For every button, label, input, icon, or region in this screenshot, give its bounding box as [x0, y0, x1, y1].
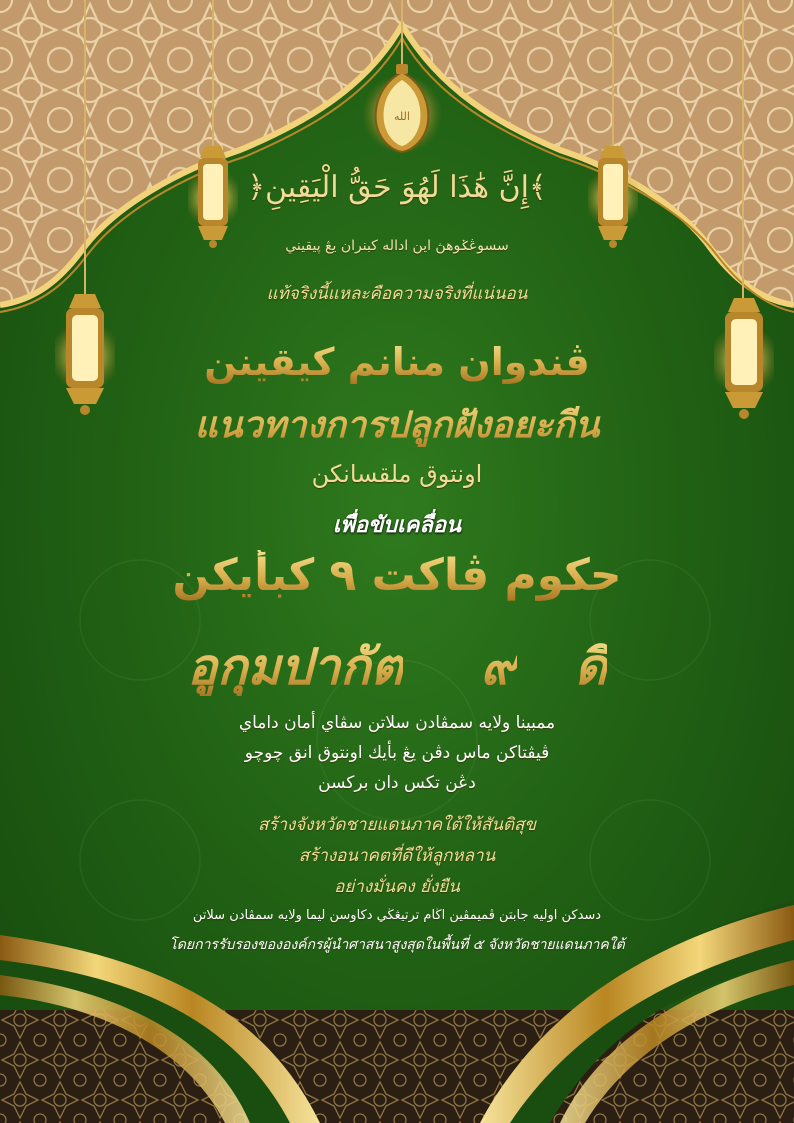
- thai-line-1: สร้างจังหวัดชายแดนภาคใต้ให้สันติสุข: [257, 815, 537, 835]
- jawi-line-1: ممبينا ولايه سمڤادن سلاتن سڤاي أمان داماي: [238, 713, 556, 733]
- thai-paragraph: [0, 810, 794, 903]
- pillars-thai-word: อูกุมปากัต: [187, 638, 403, 696]
- subtitle-jawi: اونتوق ملقسانكن: [311, 460, 483, 488]
- subtitle-thai: เพื่อขับเคลื่อน: [332, 513, 462, 538]
- footer-jawi: دسدكن اوليه جابتن ڤميمڤين اڬام ترتيڠڬي دكاوسن ليما ولايه سمڤادن سلاتن: [192, 908, 602, 923]
- jawi-translation: سسوڠݢوهڽ اين اداله كبنران يڠ ڽيقيني: [285, 238, 509, 254]
- jawi-line-3: دڠن تكس دان بركسن: [318, 773, 476, 793]
- lantern-glyph: الله: [394, 110, 410, 123]
- jawi-paragraph: [0, 708, 794, 798]
- jawi-line-2: ڤيڤتاكن ماس دڤن يڠ بأيك اونتوق انق چوچو: [244, 743, 550, 763]
- pillars-jawi: حكوم ڤاكت ٩ كبأيكن: [0, 550, 794, 601]
- thai-line-3: อย่างมั่นคง ยั่งยืน: [334, 877, 460, 897]
- title-jawi: ڤندوان منانم كيقينن: [0, 340, 794, 384]
- arabic-verse: ﴿إِنَّ هَٰذَا لَهُوَ حَقُّ الْيَقِينِ﴾: [247, 170, 547, 205]
- pillars-thai-suffix: ดี: [574, 638, 607, 696]
- footer-thai: โดยการรับรองขององค์กรผู้นำศาสนาสูงสุดในพื้นที่ ๕ จังหวัดชายแดนภาคใต้: [169, 937, 625, 953]
- thai-translation: แท้จริงนี้แหละคือความจริงที่แน่นอน: [266, 284, 528, 304]
- title-thai: แนวทางการปลูกฝังอยะกีน: [0, 396, 794, 453]
- center-lantern-icon: [362, 62, 442, 160]
- thai-line-2: สร้างอนาคตที่ดีให้ลูกหลาน: [298, 846, 496, 866]
- pillars-thai: [0, 628, 794, 707]
- pillars-thai-number: ๙: [480, 638, 517, 696]
